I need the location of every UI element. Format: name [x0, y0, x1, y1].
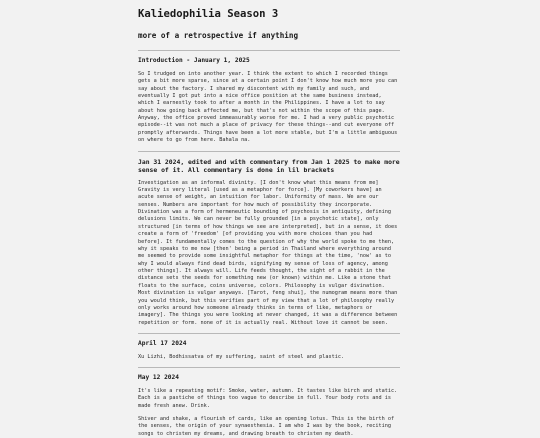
- section-paragraph: Investigation as an informal divinity. [I don't know what this means from me] Gravity is very literal [used as a metaphor for force]. [My coworkers have] an acute sense of weight, an intuition for labor. Uniformity of mass. We are our senses. Numbers are important for how much of possibility they incorporate. Divination was a form of hermeneutic bounding of psychosis in antiquity, defining delusions limits. We can never be fully grounded [in a psychotic state], only structured [in terms of how things we see are interpreted], but in a sense, it does create a form of 'freedom' [of providing you with more choices than you had before]. It fundamentally comes to the question of why the world spoke to me then, why it speaks to me now [then' being a period in Thailand where everything around me seemed to provide some insightful metaphor for things at the time, 'now' as to why I would always find dead birds, signifying my sense of loss of agency, among other things]. It always will. Life feeds thought, the sight of a rabbit in the distance sets the seeds for something new (or known) within me. Like a stone that floats to the surface, coins universe, colors. Philosophy is vulgar divination. Most divination is vulgar anyways. [Tarot, feng shui], the numogram means more than you would think, but this verifies part of my view that a lot of philosophy really only works around how someone already thinks in terms of like, metaphors or imagery]. The things you were looking at never changed, it was a difference between repetition or form. none of it is actually real. Without love it cannot be seen.: [138, 179, 398, 326]
- section-heading: Jan 31 2024, edited and with commentary from Jan 1 2025 to make more sense of it. All commentary is done in lil brackets: [138, 157, 400, 174]
- page-title: Kaliedophilia Season 3: [138, 8, 279, 20]
- divider: [138, 333, 400, 334]
- section-paragraph: It's like a repeating motif: Smoke, water, autumn. It tastes like birch and static. Each is a pastiche of things too vague to describe in full. Your body rots and is made fresh anew. Drink.: [138, 387, 398, 409]
- section-introduction: [138, 57, 400, 145]
- section-may-12-2024: [138, 374, 400, 438]
- divider: [138, 50, 400, 51]
- section-heading: May 12 2024: [138, 374, 179, 382]
- page: [138, 0, 400, 438]
- section-paragraph: Shiver and shake, a flourish of cards, like an opening lotus. This is the birth of the senses, the origin of your synaesthesia. I am who I was by the book, reciting songs to christen my dreams, and drawing breath to christen my death.: [138, 416, 395, 437]
- section-paragraph: Xu Lizhi, Bodhissatva of my suffering, saint of steel and plastic.: [138, 353, 345, 360]
- section-paragraph: So I trudged on into another year. I think the extent to which I recorded things gets a bit more sparse, since at a certain point I don't know how much more you can say about the factory. I shared my discontent with my family and such, and eventually I got put into a nice office position at the same business instead, which I earnestly took to after a month in the Philippines. I have a lot to say about how going back affected me, but that's not within the scope of this page. Anyway, the office proved immeasurably worse for me. I had a very public psychotic episode--it was not much a place of privacy for these things--and cut everyone off promptly afterwards. Things have been a lot more stable, but I'm a little ambiguous on where to go from here. Bahala na.: [138, 70, 398, 144]
- section-jan-31-2024: [138, 158, 400, 328]
- divider: [138, 367, 400, 368]
- section-april-17-2024: [138, 340, 400, 361]
- page-subtitle: more of a retrospective if anything: [138, 31, 299, 40]
- section-heading: Introduction - January 1, 2025: [138, 57, 250, 64]
- divider: [138, 151, 400, 152]
- section-heading: April 17 2024: [138, 340, 187, 347]
